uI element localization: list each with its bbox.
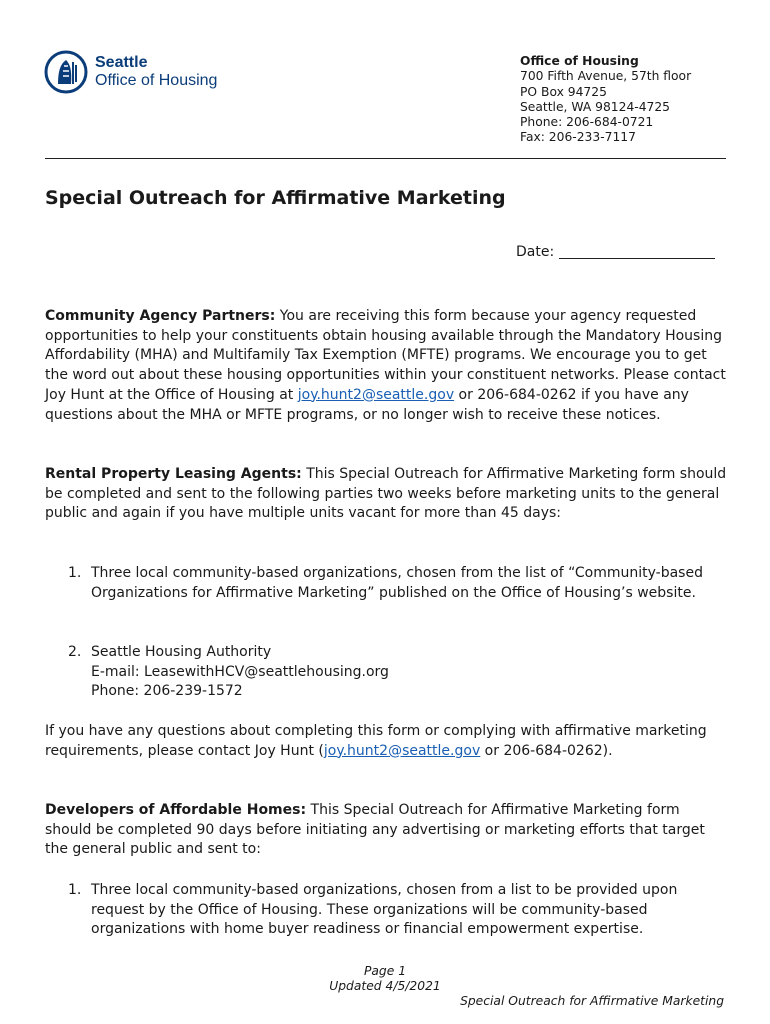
community-paragraph — [45, 307, 730, 425]
seattle-logo — [44, 50, 217, 94]
community-heading: Community Agency Partners: — [45, 308, 276, 324]
date-label: Date: — [516, 244, 555, 260]
developers-text: This Special Outreach for Affirmative Marketing form should be completed 90 days before initiating any advertising or marketing efforts that target the general public and sent to: — [45, 802, 705, 858]
list-text: Three local community-based organizations, chosen from the list of “Community-based Organizations for Affirmative Marketing” published on the Office of Housing’s website. — [91, 565, 703, 601]
address-org: Office of Housing — [520, 54, 639, 68]
logo-line-seattle: Seattle — [95, 54, 148, 71]
page-number: Page 1 — [363, 964, 407, 978]
sha-name: Seattle Housing Authority — [91, 644, 272, 660]
questions-email-link[interactable]: joy.hunt2@seattle.gov — [323, 742, 481, 759]
date-field — [516, 244, 715, 260]
header-divider — [45, 158, 726, 159]
address-phone: Phone: 206-684-0721 — [520, 115, 654, 130]
list-number: 1. — [68, 882, 82, 898]
list-item — [68, 881, 730, 940]
developers-paragraph — [45, 801, 730, 860]
community-text-after: or 206-684-0262 if you have any questions about the MHA or MFTE programs, or no longer wish to receive these notices. — [45, 386, 689, 423]
list-number: 1. — [68, 565, 82, 581]
updated-date: Updated 4/5/2021 — [329, 979, 441, 993]
questions-text: If you have any questions about completing this form or complying with affirmative marketing requirements, please contact Joy Hunt ( — [45, 723, 707, 759]
rental-text: This Special Outreach for Affirmative Marketing form should be completed and sent to the following parties two weeks before marketing units to the general public and again if you have multiple units vacant for more than 45 days: — [45, 466, 727, 522]
rental-paragraph — [45, 465, 730, 524]
community-text: You are receiving this form because your agency requested opportunities to help your constituents obtain housing available through the Mandatory Housing Affordability (MHA) and Multifamily Tax Exemption (MFTE) programs. We encourage you to get the word out about these housing opportunities within your constituent networks. Please contact Joy Hunt at the Office of Housing at — [45, 308, 726, 403]
list-item — [68, 643, 730, 702]
sha-email: E-mail: LeasewithHCV@seattlehousing.org — [91, 663, 389, 680]
community-email-link[interactable]: joy.hunt2@seattle.gov — [297, 386, 455, 403]
rental-heading: Rental Property Leasing Agents: — [45, 466, 302, 482]
address-city: Seattle, WA 98124-4725 — [520, 99, 671, 114]
questions-text-after: or 206-684-0262). — [480, 742, 613, 759]
questions-paragraph — [45, 722, 730, 761]
date-blank-line[interactable] — [559, 244, 715, 259]
sha-phone: Phone: 206-239-1572 — [91, 683, 243, 700]
page-footer — [0, 964, 770, 994]
logo-line-office: Office of Housing — [95, 72, 218, 89]
seattle-seal-logo-icon — [44, 50, 88, 94]
developers-heading: Developers of Affordable Homes: — [45, 802, 307, 818]
list-number: 2. — [68, 644, 82, 660]
address-street: 700 Fifth Avenue, 57th floor — [520, 69, 692, 84]
footer-doc-title: Special Outreach for Affirmative Marketing — [460, 994, 724, 1008]
address-fax: Fax: 206-233-7117 — [520, 130, 636, 145]
address-po-box: PO Box 94725 — [520, 84, 607, 99]
list-text: Three local community-based organizations, chosen from a list to be provided upon request by the Office of Housing. These organizations will be community-based organizations with home buyer readiness or financial empowerment expertise. — [91, 882, 678, 938]
page-title: Special Outreach for Affirmative Marketing — [45, 187, 506, 209]
address-block — [520, 54, 691, 146]
list-item — [68, 564, 730, 603]
